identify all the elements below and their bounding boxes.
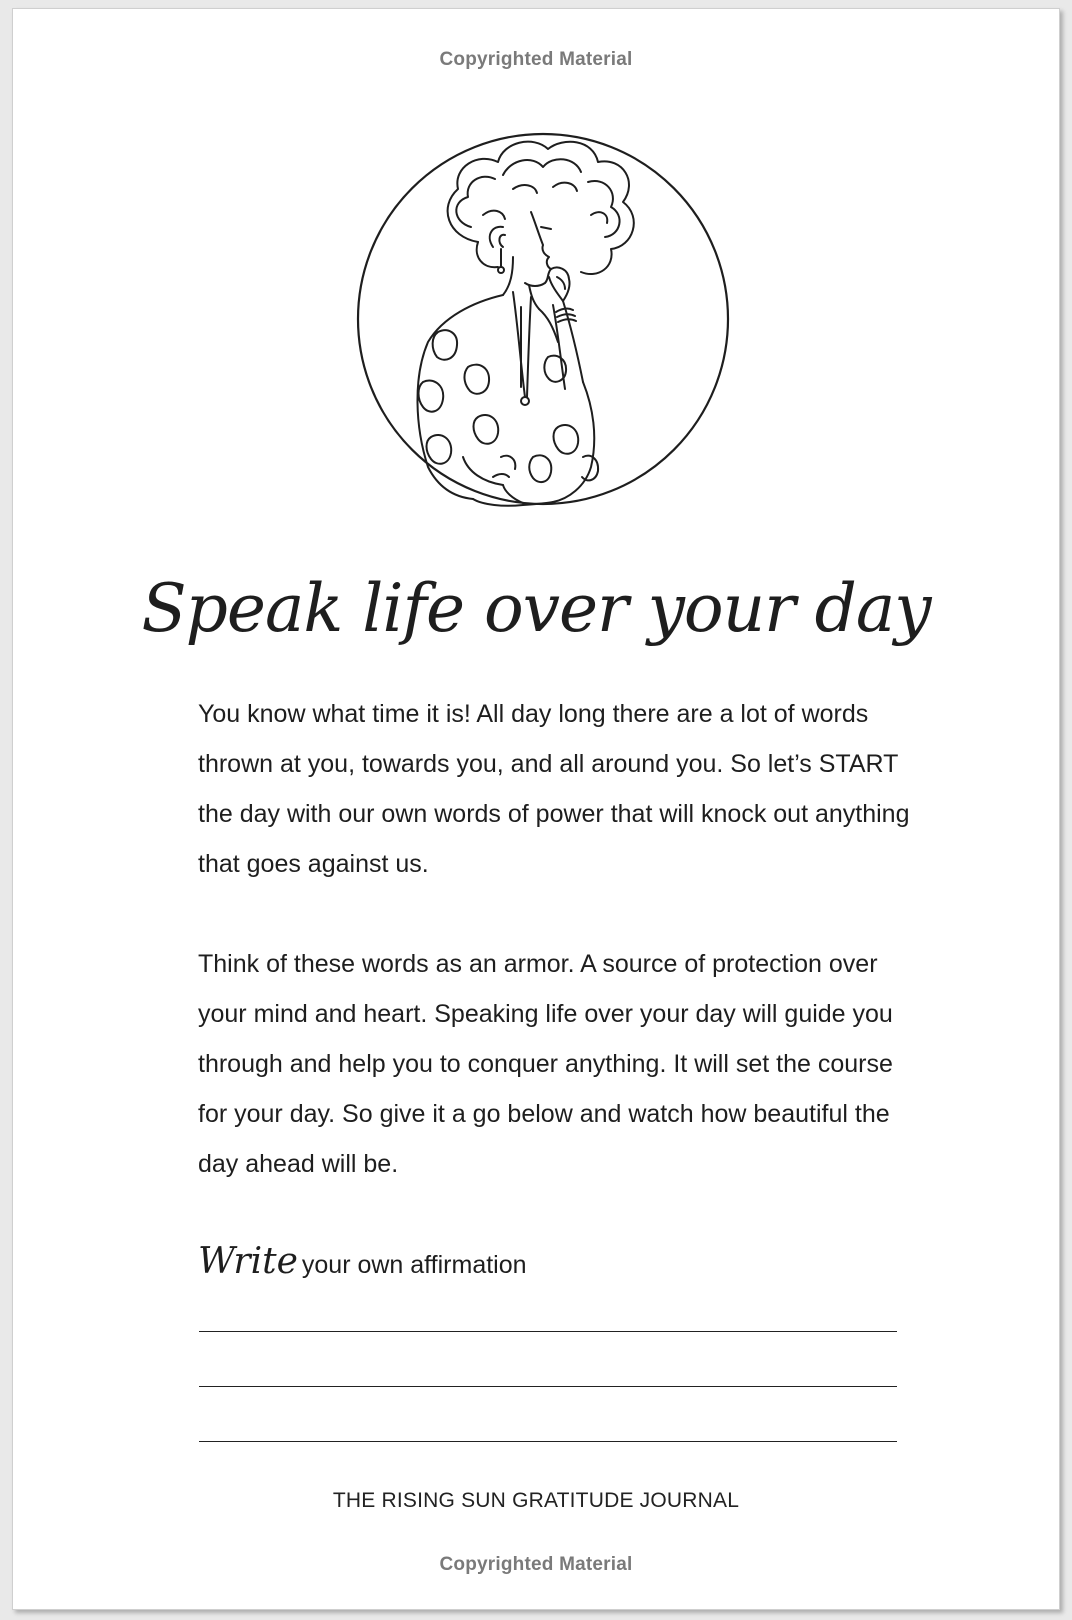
intro-paragraph: [198, 689, 918, 889]
affirmation-prompt-text: your own affirmation: [301, 1251, 527, 1279]
affirmation-prompt: [198, 1241, 898, 1291]
writing-line-2[interactable]: [199, 1386, 897, 1387]
paragraph-text: Think of these words as an armor. A source of protection over your mind and heart. Speaking life over your day will guide you through and help you to conquer anything. It will set the course for your day. So give it a go below and watch how beautiful the day ahead will be.: [198, 950, 893, 1178]
journal-footer-title: THE RISING SUN GRATITUDE JOURNAL: [332, 1489, 740, 1512]
page-title: Speak life over your day: [141, 570, 931, 647]
woman-thinking-line-drawing-icon: [353, 127, 743, 527]
paragraph-text: You know what time it is! All day long there are a lot of words thrown at you, towards you, and all around you. So let’s START the day with our own words of power that will knock out anything that goes against us.: [198, 700, 910, 878]
affirmation-script-word: Write: [198, 1241, 298, 1282]
armor-paragraph: [198, 939, 918, 1189]
writing-line-3[interactable]: [199, 1441, 897, 1442]
copyright-footer: Copyrighted Material: [439, 1554, 633, 1575]
writing-line-1[interactable]: [199, 1331, 897, 1332]
copyright-header: Copyrighted Material: [439, 49, 633, 70]
journal-page: [12, 8, 1060, 1610]
